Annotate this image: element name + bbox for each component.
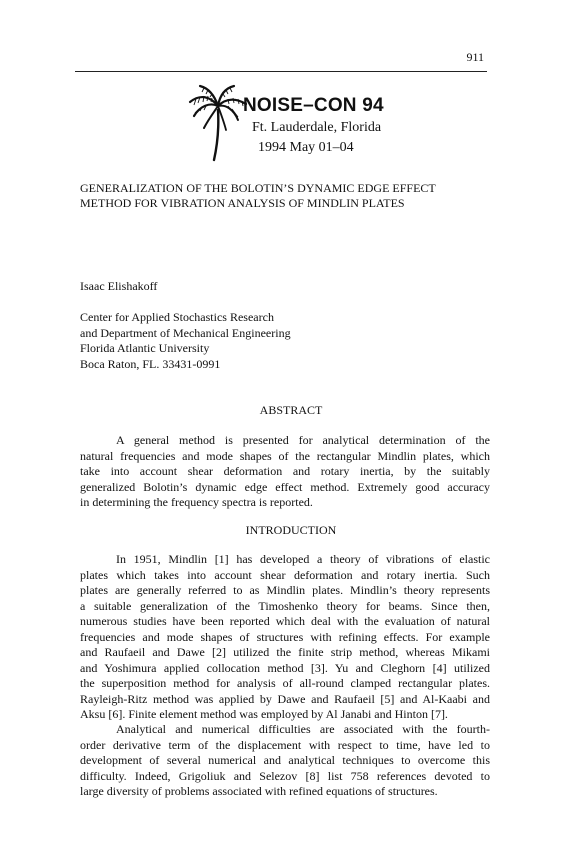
intro-line: the superposition method for analysis of all-round clamped rectangular plates. — [80, 676, 490, 690]
paper-title — [80, 181, 500, 211]
abstract-line: natural frequencies and mode shapes of the rectangular Mindlin plates, which — [80, 448, 490, 463]
intro-line: a suitable generalization of the Timoshenko theory for beams. Since then, — [80, 598, 490, 613]
abstract-line: A general method is presented for analytical determination of the — [116, 433, 490, 447]
intro-line: development of several numerical and analytical techniques to overcome this — [80, 753, 490, 767]
abstract-line: in determining the frequency spectra is reported. — [80, 495, 313, 509]
conference-name: NOISE–CON 94 — [243, 95, 384, 116]
affiliation-line: Center for Applied Stochastics Research — [80, 310, 274, 324]
intro-line: plates which takes into account shear deformation and rotary inertia. Such — [80, 567, 490, 582]
abstract-heading: ABSTRACT — [259, 403, 323, 417]
abstract-line: generalized Bolotin’s dynamic edge effect method. Extremely good accuracy — [80, 479, 490, 494]
intro-line: In 1951, Mindlin [1] has developed a theory of vibrations of elastic — [116, 552, 490, 566]
palm-tree-icon — [188, 82, 248, 162]
affiliation-line: and Department of Mechanical Engineering — [80, 325, 291, 340]
intro-line: Rayleigh-Ritz method was applied by Dawe and Raufaeil [5] and Al-Kaabi and — [80, 691, 490, 706]
intro-line: large diversity of problems associated with refined equations of structures. — [80, 784, 438, 798]
affiliation-line: Florida Atlantic University — [80, 341, 210, 355]
intro-line: Aksu [6]. Finite element method was employed by Al Janabi and Hinton [7]. — [80, 707, 448, 721]
intro-line: difficulty. Indeed, Grigoliuk and Selezov [8] list 758 references devoted to — [80, 768, 490, 783]
affiliation-line: Boca Raton, FL. 33431-0991 — [80, 356, 221, 371]
title-line: GENERALIZATION OF THE BOLOTIN’S DYNAMIC EDGE EFFECT — [80, 181, 436, 195]
author-name: Isaac Elishakoff — [80, 279, 158, 293]
introduction-heading: INTRODUCTION — [245, 523, 337, 537]
intro-line: numerous studies have been reported which deal with the evaluation of natural — [80, 614, 490, 628]
intro-line: and Raufaeil and Dawe [2] utilized the finite strip method, whereas Mikami — [80, 645, 490, 659]
conference-place: Ft. Lauderdale, Florida — [252, 120, 382, 135]
page-number: 911 — [466, 50, 484, 64]
intro-line: and Yoshimura applied collocation method [3]. Yu and Cleghorn [4] utilized — [80, 660, 490, 675]
intro-line: frequencies and mode shapes of structures with refining effects. For example — [80, 629, 490, 644]
introduction-paragraph — [80, 552, 490, 723]
conference-date: 1994 May 01–04 — [258, 140, 354, 155]
abstract-line: take into account shear deformation and rotary inertia, by the suitably — [80, 464, 490, 478]
abstract-paragraph — [80, 433, 490, 511]
introduction-paragraph-2 — [80, 722, 490, 800]
header-rule — [75, 71, 487, 72]
affiliation — [80, 310, 291, 372]
title-line: METHOD FOR VIBRATION ANALYSIS OF MINDLIN PLATES — [80, 196, 405, 210]
intro-line: Analytical and numerical difficulties are associated with the fourth- — [116, 722, 490, 736]
intro-line: plates are generally referred to as Mindlin plates. Mindlin’s theory represents — [80, 583, 490, 597]
intro-line: order derivative term of the displacement with respect to time, have led to — [80, 737, 490, 752]
